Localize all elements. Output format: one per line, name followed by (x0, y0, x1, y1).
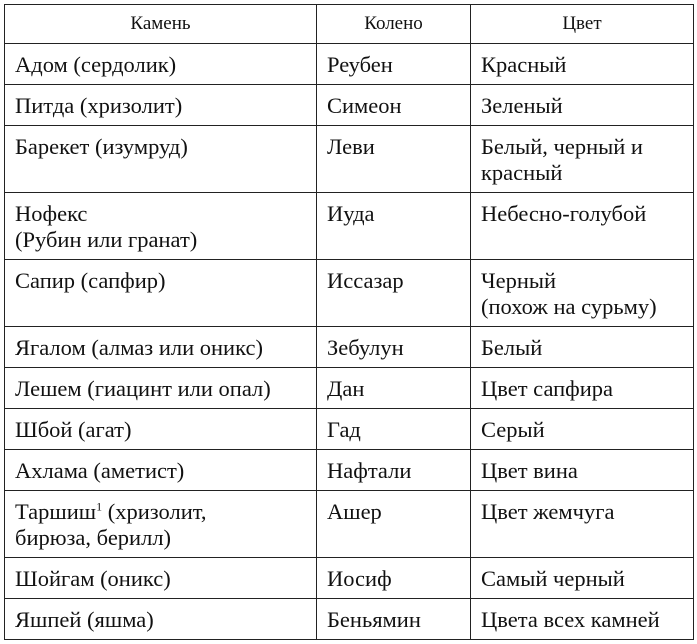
stone-cell (5, 409, 317, 450)
color-cell (471, 193, 694, 260)
color-cell (471, 558, 694, 599)
color-cell (471, 126, 694, 193)
table-row (5, 599, 694, 640)
tribe-cell: Дан (317, 368, 471, 409)
tribe-cell: Леви (317, 126, 471, 193)
header-tribe: Колено (317, 5, 471, 44)
table-row (5, 409, 694, 450)
stone-text: Адом (сердолик) (15, 52, 177, 77)
stone-cell (5, 260, 317, 327)
color-text: Небесно-голубой (481, 201, 647, 226)
color-cell (471, 450, 694, 491)
stone-text: Барекет (изумруд) (15, 134, 188, 159)
color-cell (471, 599, 694, 640)
stone-text: (Рубин или гранат) (15, 227, 198, 252)
color-cell (471, 409, 694, 450)
color-text: Цвет жемчуга (481, 499, 615, 524)
color-text: Цвет сапфира (481, 376, 614, 401)
stone-text: Ягалом (алмаз или оникс) (15, 335, 263, 360)
color-cell (471, 368, 694, 409)
stone-text: Таршиш (15, 499, 97, 524)
table-row (5, 85, 694, 126)
header-stone: Камень (5, 5, 317, 44)
stone-text-line (15, 499, 306, 525)
stone-text: Нофекс (15, 201, 88, 226)
color-text: Черный (481, 268, 557, 293)
color-text: (похож на сурьму) (481, 294, 657, 319)
stone-cell (5, 44, 317, 85)
color-cell (471, 260, 694, 327)
stone-cell (5, 193, 317, 260)
stone-text: Ахлама (аметист) (15, 458, 185, 483)
table-row (5, 491, 694, 558)
tribe-cell: Зебулун (317, 327, 471, 368)
tribe-cell: Симеон (317, 85, 471, 126)
table-row (5, 450, 694, 491)
tribe-cell: Нафтали (317, 450, 471, 491)
header-row (5, 5, 694, 44)
stone-text: бирюза, берилл) (15, 525, 172, 550)
color-text: Белый, черный и (481, 134, 643, 159)
tribe-cell: Ашер (317, 491, 471, 558)
stone-cell (5, 491, 317, 558)
stone-text: (хризолит, (107, 499, 207, 524)
stone-text: Питда (хризолит) (15, 93, 183, 118)
tribe-cell: Иуда (317, 193, 471, 260)
color-text: Самый черный (481, 566, 625, 591)
table-row (5, 558, 694, 599)
table-row (5, 368, 694, 409)
color-text: Цвет вина (481, 458, 578, 483)
tribe-cell: Реубен (317, 44, 471, 85)
stone-text: Сапир (сапфир) (15, 268, 166, 293)
stone-text: Лешем (гиацинт или опал) (15, 376, 271, 401)
color-text: Зеленый (481, 93, 563, 118)
stone-cell (5, 368, 317, 409)
stone-text: Шбой (агат) (15, 417, 132, 442)
color-cell (471, 85, 694, 126)
color-text: красный (481, 160, 563, 185)
table-row (5, 260, 694, 327)
tribe-cell: Беньямин (317, 599, 471, 640)
tribe-cell: Иосиф (317, 558, 471, 599)
color-text: Красный (481, 52, 567, 77)
stone-cell (5, 126, 317, 193)
stone-text: Яшпей (яшма) (15, 607, 154, 632)
color-cell (471, 491, 694, 558)
table-row (5, 327, 694, 368)
color-text: Белый (481, 335, 543, 360)
stone-cell (5, 85, 317, 126)
tribe-cell: Иссазар (317, 260, 471, 327)
footnote-marker: 1 (96, 499, 103, 514)
stones-table (4, 4, 694, 640)
stone-text: Шойгам (оникс) (15, 566, 171, 591)
color-text: Серый (481, 417, 545, 442)
table-row (5, 44, 694, 85)
table-row (5, 193, 694, 260)
stone-cell (5, 327, 317, 368)
table-row (5, 126, 694, 193)
stone-cell (5, 558, 317, 599)
color-cell (471, 44, 694, 85)
color-cell (471, 327, 694, 368)
color-text: Цвета всех камней (481, 607, 660, 632)
stone-cell (5, 450, 317, 491)
header-color: Цвет (471, 5, 694, 44)
tribe-cell: Гад (317, 409, 471, 450)
stone-cell (5, 599, 317, 640)
